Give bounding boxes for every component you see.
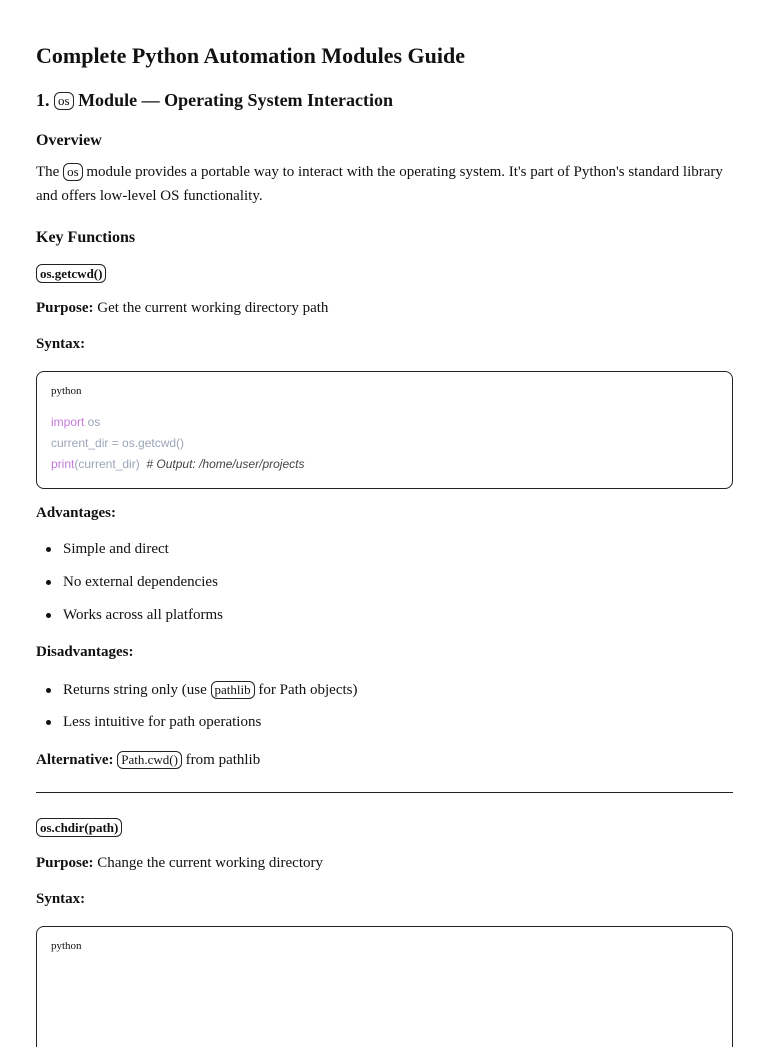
syntax-label-text: Syntax:	[36, 336, 86, 352]
alternative-label: Alternative:	[36, 752, 114, 768]
list-item-text: No external dependencies	[63, 574, 218, 590]
bullet-icon	[46, 547, 51, 552]
alternative-text: from pathlib	[185, 752, 261, 768]
overview-text-before: The	[36, 164, 60, 180]
list-item-text	[63, 679, 358, 701]
advantages-label	[36, 502, 116, 524]
list-item-text-before: Returns string only (use	[63, 682, 207, 698]
overview-text-after: module provides a portable way to interact with the operating system. It's part of Python's standard library and offers low-level OS functionality.	[36, 164, 723, 204]
syntax-label	[36, 888, 85, 910]
section-divider	[36, 792, 733, 793]
alternative-line	[36, 749, 260, 771]
code-language-label: python	[51, 385, 82, 397]
advantages-label-text: Advantages:	[36, 505, 117, 521]
overview-paragraph	[36, 160, 726, 208]
code-block	[36, 926, 733, 1047]
bullet-icon	[46, 580, 51, 585]
bullet-icon	[46, 688, 51, 693]
function-name-chdir	[36, 818, 122, 837]
code-line	[51, 435, 184, 451]
bullet-icon	[46, 720, 51, 725]
page-title: Complete Python Automation Modules Guide	[36, 43, 466, 68]
function-chip: os.getcwd()	[36, 264, 106, 283]
purpose-label: Purpose:	[36, 300, 94, 316]
code-keyword: print	[51, 457, 75, 471]
function-name-getcwd	[36, 264, 106, 283]
code-keyword: import	[51, 415, 85, 429]
section-heading-os	[36, 87, 393, 113]
section-heading-text: Module — Operating System Interaction	[78, 90, 394, 110]
code-text: os	[84, 415, 101, 429]
inline-code: Path.cwd()	[117, 751, 182, 769]
inline-code: os	[63, 163, 83, 181]
purpose-line	[36, 297, 328, 319]
purpose-text: Get the current working directory path	[97, 300, 329, 316]
list-item-text-after: for Path objects)	[258, 682, 358, 698]
syntax-label	[36, 333, 85, 355]
syntax-label-text: Syntax:	[36, 891, 86, 907]
code-block	[36, 371, 733, 489]
overview-heading: Overview	[36, 132, 102, 149]
function-chip: os.chdir(path)	[36, 818, 122, 837]
list-item-text: Simple and direct	[63, 541, 169, 557]
code-line	[51, 456, 304, 472]
code-text: (current_dir)	[74, 457, 140, 471]
disadvantages-label-text: Disadvantages:	[36, 644, 134, 660]
code-language-label: python	[51, 940, 82, 952]
purpose-label: Purpose:	[36, 855, 94, 871]
list-item-text: Works across all platforms	[63, 607, 224, 623]
key-functions-heading: Key Functions	[36, 229, 136, 246]
inline-code: os	[54, 92, 74, 110]
section-number: 1.	[36, 90, 50, 110]
code-comment: # Output: /home/user/projects	[146, 457, 305, 471]
disadvantages-label	[36, 641, 134, 663]
code-line	[51, 414, 100, 430]
purpose-line	[36, 852, 323, 874]
purpose-text: Change the current working directory	[97, 855, 324, 871]
list-item-text: Less intuitive for path operations	[63, 714, 262, 730]
bullet-icon	[46, 613, 51, 618]
inline-code: pathlib	[211, 681, 255, 699]
code-text: current_dir = os.getcwd()	[51, 436, 185, 450]
